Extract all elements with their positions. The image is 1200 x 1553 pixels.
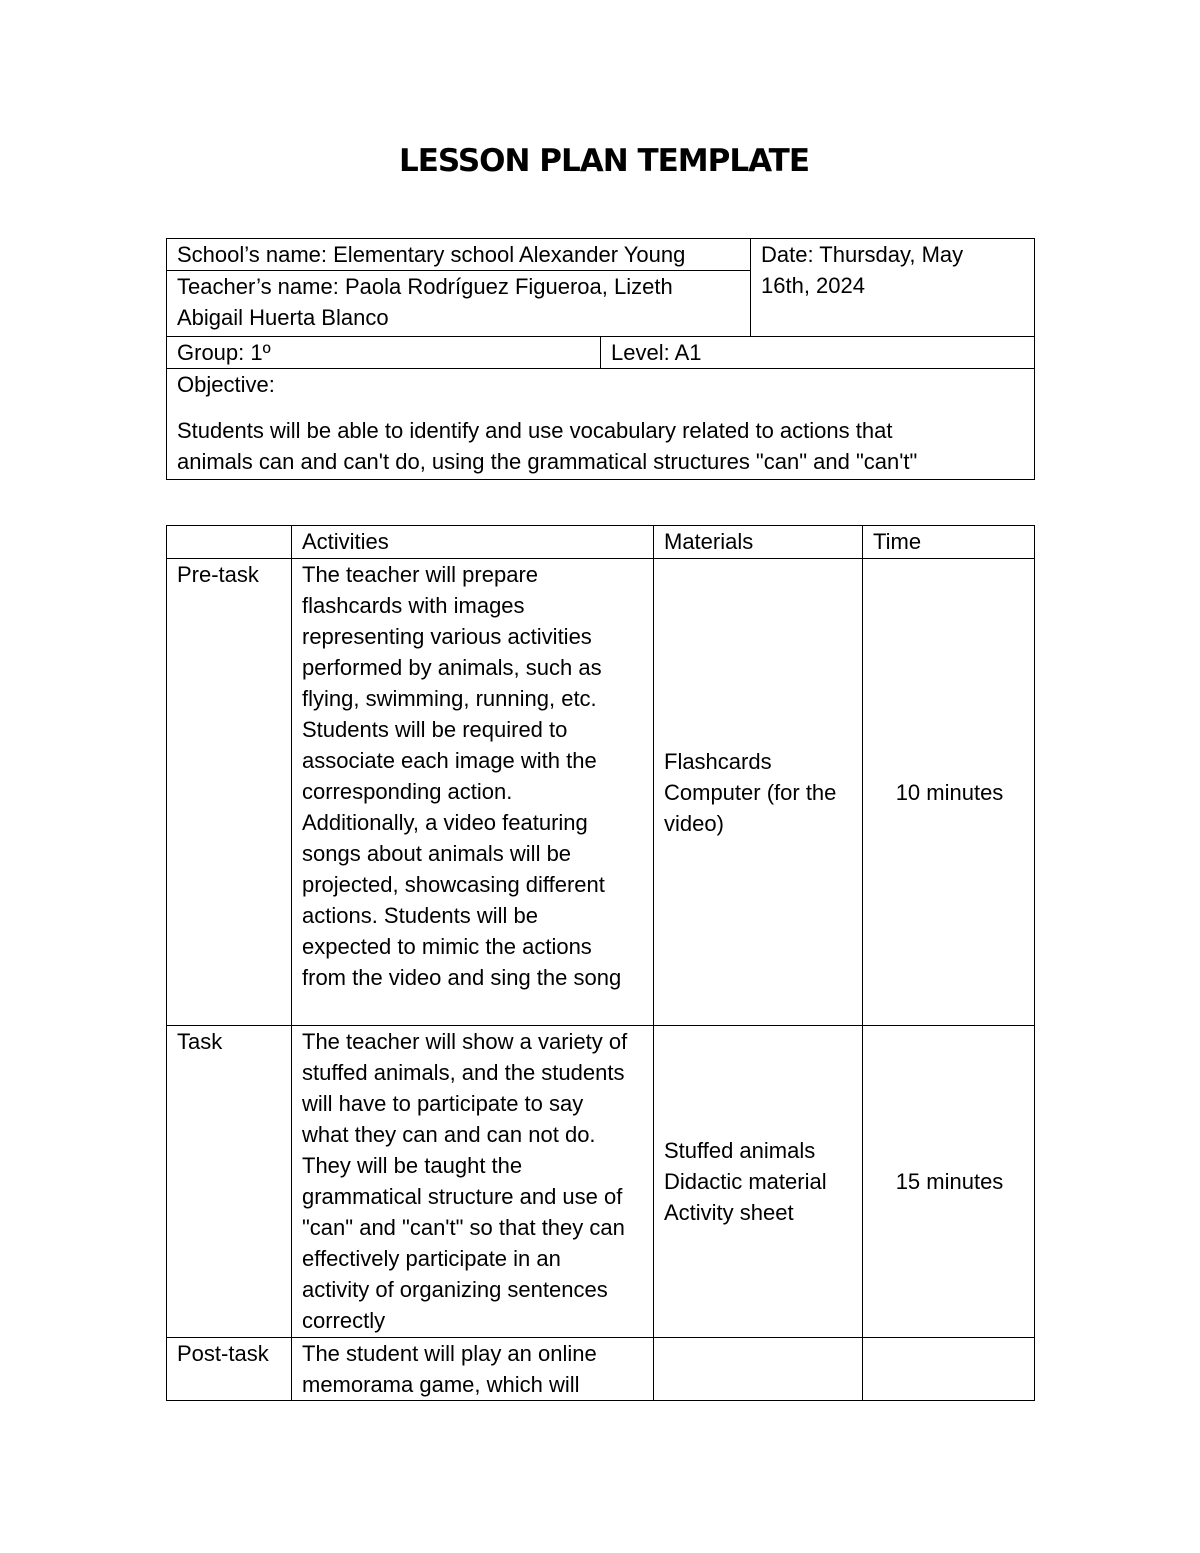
teacher-name: Teacher’s name: Paola Rodríguez Figueroa, Lizeth Abigail Huerta Blanco — [167, 271, 751, 337]
header-materials: Materials — [654, 526, 863, 559]
page-title: LESSON PLAN TEMPLATE — [398, 143, 810, 179]
lesson-info-table — [166, 238, 1035, 480]
header-stage — [167, 526, 292, 559]
material-item: Didactic material — [664, 1169, 827, 1194]
materials-cell — [654, 1338, 863, 1401]
objective-text: Students will be able to identify and use vocabulary related to actions that animals can and can't do, using the grammatical structures "can" and "can't" — [177, 418, 918, 474]
material-item: Stuffed animals — [664, 1138, 816, 1163]
header-time: Time — [863, 526, 1035, 559]
material-item: Flashcards — [664, 748, 772, 774]
table-row — [167, 1026, 1035, 1338]
stage-cell: Task — [167, 1026, 292, 1338]
school-name: School’s name: Elementary school Alexander Young — [167, 239, 751, 271]
activity-cell: The student will play an online memorama game, which will — [292, 1338, 654, 1401]
activities-table — [166, 525, 1035, 1401]
date: Date: Thursday, May 16th, 2024 — [751, 239, 1035, 337]
objective — [167, 369, 1035, 480]
header-activities: Activities — [292, 526, 654, 559]
activity-cell: The teacher will prepare flashcards with images representing various activities performed by animals, such as flying, swimming, running, etc. Students will be required to associate each image with the corresponding action. Additionally, a video featuring songs about animals will be projected, showcasing different actions. Students will be expected to mimic the actions from the video and sing the song — [292, 559, 654, 1026]
level: Level: A1 — [601, 337, 1035, 369]
table-row — [167, 1338, 1035, 1401]
time-cell — [863, 1338, 1035, 1401]
table-row — [167, 559, 1035, 1026]
material-item: Activity sheet — [664, 1200, 794, 1225]
materials-cell — [654, 1026, 863, 1338]
stage-cell: Post-task — [167, 1338, 292, 1401]
objective-label: Objective: — [177, 372, 275, 397]
materials-cell — [654, 559, 863, 1026]
group: Group: 1º — [167, 337, 601, 369]
stage-cell: Pre-task — [167, 559, 292, 1026]
time-cell: 10 minutes — [863, 559, 1035, 1026]
material-item: Computer (for the video) — [664, 779, 837, 836]
time-cell: 15 minutes — [863, 1026, 1035, 1338]
activity-cell: The teacher will show a variety of stuffed animals, and the students will have to participate to say what they can and can not do. They will be taught the grammatical structure and use of "can" and "can't" so that they can effectively participate in an activity of organizing sentences correctly — [292, 1026, 654, 1338]
